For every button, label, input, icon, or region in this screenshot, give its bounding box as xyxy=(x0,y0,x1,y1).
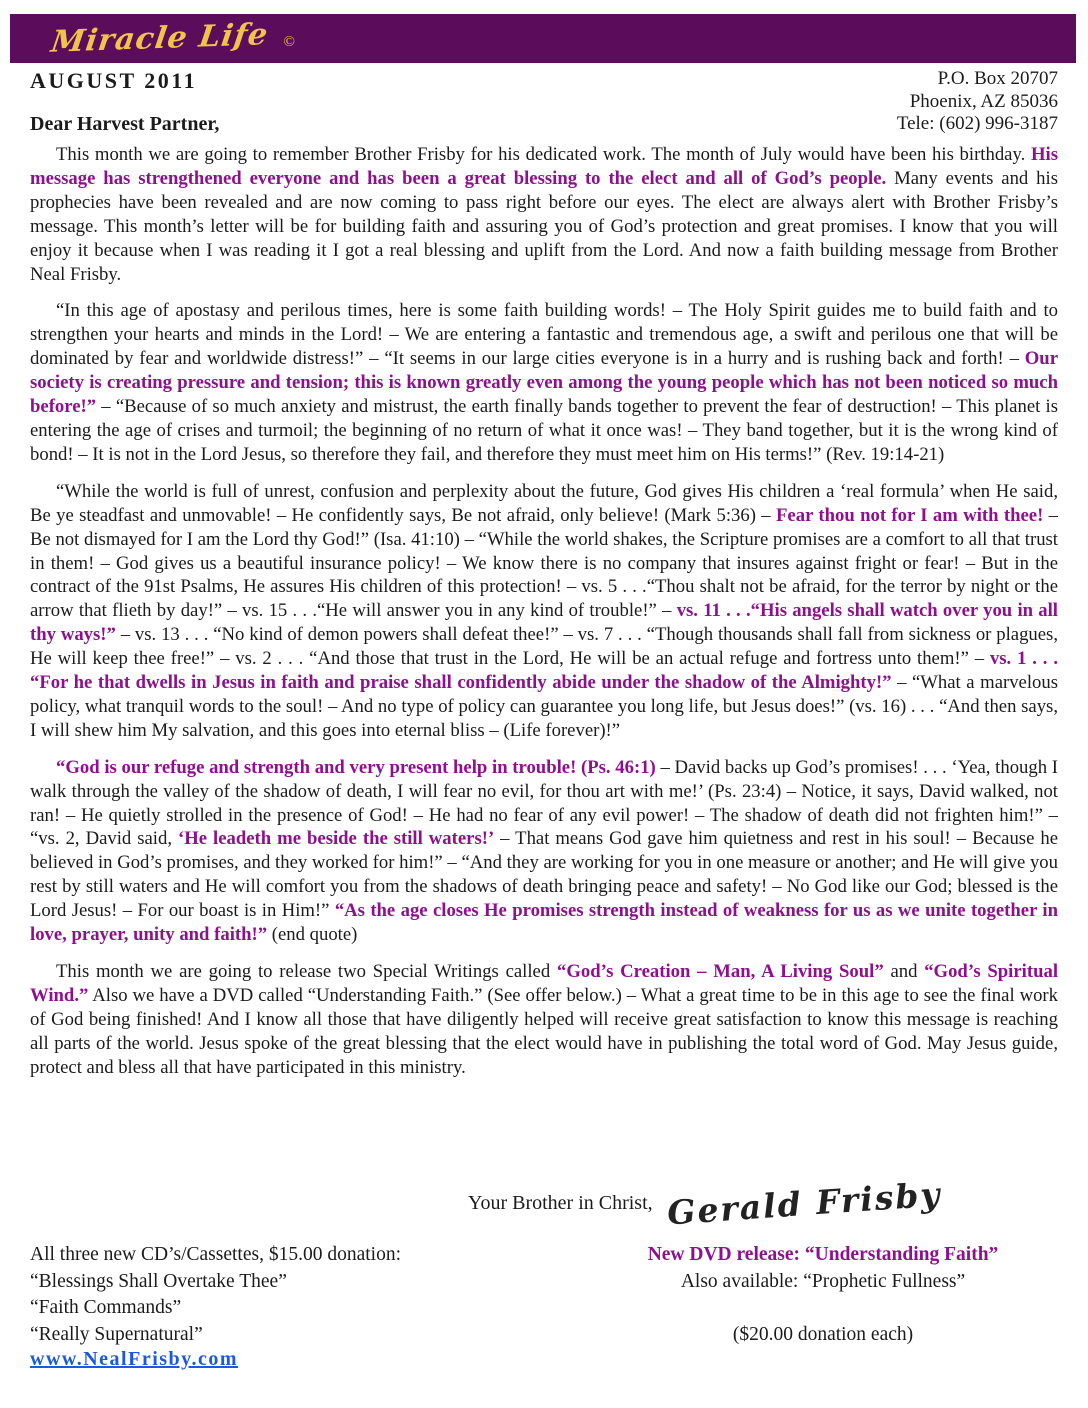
cd-offers-column xyxy=(30,1242,588,1348)
highlighted-text: vs. 1 . . . “For he that dwells in Jesus in faith and praise shall confidently abide under the shadow of the Almighty!” xyxy=(30,648,1058,694)
paragraph xyxy=(30,756,1058,947)
highlighted-text: Fear thou not for I am with thee! xyxy=(776,504,1044,526)
body-text: Also we have a DVD called “Understanding Faith.” (See offer below.) – What a great time to be in this age to see the final work of God being finished! And I know all those that have diligently helped will receive great satisfaction to know this message is reaching all parts of the world. Jesus spoke of the great blessing that the elect would have in publishing the total word of God. May Jesus guide, protect and bless all that have participated in this ministry. xyxy=(30,984,1058,1078)
signature-script: Gerald Frisby xyxy=(665,1174,943,1233)
address-line-phone: Tele: (602) 996-3187 xyxy=(896,113,1058,134)
highlighted-text: “God’s Creation – Man, A Living Soul” xyxy=(556,961,884,982)
body-text: – “What a marvelous policy, what tranquil words to the soul! – And no type of policy can guarantee you long life, but Jesus does!” (vs. 16) . . . “And then says, I will shew him My salvation, and this goes into eternal bliss – (Life forever)!” xyxy=(30,672,1058,741)
paragraph xyxy=(30,143,1058,286)
address-block xyxy=(897,68,1058,136)
masthead-banner xyxy=(10,14,1076,63)
highlighted-text: ‘He leadeth me beside the still waters!’ xyxy=(178,828,495,850)
cd-offer-item: “Faith Commands” xyxy=(30,1297,182,1318)
paragraph xyxy=(30,480,1058,743)
highlighted-text: “As the age closes He promises strength instead of weakness for us as we unite together in love, prayer, unity and faith!” xyxy=(30,900,1058,946)
body-text: – David backs up God’s promises! . . . ‘Yea, though I walk through the valley of the shadow of death, I will fear no evil, for thou art with me!’ (Ps. 23:4) – Notice, it says, David walked, not ran! – He quietly strolled in the presence of God! – He had no fear of any evil power! – The shadow of death did not frighten him!” – “vs. 2, David said, xyxy=(30,756,1058,850)
dvd-offers-column xyxy=(588,1242,1058,1348)
cd-offer-item: “Blessings Shall Overtake Thee” xyxy=(30,1270,287,1292)
dvd-offer-item xyxy=(588,1295,1058,1322)
website-link[interactable]: www.NealFrisby.com xyxy=(30,1348,239,1370)
body-text: – Be not dismayed for I am the Lord thy God!” (Isa. 41:10) – “While the world shakes, the Scripture promises are a comfort to all that trust in them! – God gives us a beautiful insurance policy! – We know there is no company that insures against fright or fear! – But in the contract of the 91st Psalms, He assures His children of this protection! – vs. 5 . . .“Thou shalt not be afraid, for the terror by night or the arrow that flieth by day!” – vs. 15 . . .“He will answer you in any kind of trouble!” – xyxy=(30,504,1058,622)
body-text: Many events and his prophecies have been revealed and are now coming to pass right before our eyes. The elect are always alert with Brother Frisby’s message. This month’s letter will be for building faith and assuring you of God’s protection and great promises. I know that you will enjoy it because when I was reading it I got a real blessing and uplift from the Lord. And now a faith building message from Brother Neal Frisby. xyxy=(30,167,1058,285)
body-text: – That means God gave him quietness and rest in his soul! – Because he believed in God’s promises, and they worked for him!” – “And they are working for you in one measure or another; and He will give you rest by still waters and He will comfort you from the shadows of death bringing peace and safety! – No God like our God; blessed is the Lord Jesus! – For our boast is in Him!” xyxy=(30,828,1058,922)
footer xyxy=(30,1348,238,1371)
closing-row xyxy=(468,1174,943,1233)
body-text: and xyxy=(883,961,925,982)
issue-date: AUGUST 2011 xyxy=(30,68,198,93)
cd-offer-item: All three new CD’s/Cassettes, $15.00 donation: xyxy=(30,1244,401,1265)
address-line-city: Phoenix, AZ 85036 xyxy=(909,90,1058,112)
copyright-symbol: © xyxy=(283,34,295,50)
paragraph xyxy=(30,299,1058,466)
highlighted-text: His message has strengthened everyone and has been a great blessing to the elect and all of God’s people. xyxy=(30,144,1058,189)
cd-offer-item: “Really Supernatural” xyxy=(30,1323,203,1345)
body-text: This month we are going to remember Brother Frisby for his dedicated work. The month of July would have been his birthday. xyxy=(56,144,1031,165)
salutation: Dear Harvest Partner, xyxy=(30,113,220,135)
body-text: – “Because of so much anxiety and mistrust, the earth finally bands together to prevent the fear of destruction! – This planet is entering the age of crises and turmoil; the beginning of no return of what it once was! – They band together, but it is the wrong kind of bond! – It is not in the Lord Jesus, so therefore they fail, and therefore they must meet him on His terms!” (Rev. 19:14-21) xyxy=(30,396,1058,465)
highlighted-text: vs. 11 . . .“His angels shall watch over you in all thy ways!” xyxy=(30,600,1058,646)
offers-section xyxy=(30,1242,1058,1348)
body-text: (end quote) xyxy=(267,924,358,946)
highlighted-text: “God is our refuge and strength and very present help in trouble! (Ps. 46:1) xyxy=(56,756,656,778)
brand-logo: Miracle Life xyxy=(48,17,271,60)
body-text: “While the world is full of unrest, confusion and perplexity about the future, God gives His children a ‘real formula’ when He said, Be ye steadfast and unmovable! – He confidently says, Be not afraid, only believe! (Mark 5:36) – xyxy=(30,480,1058,526)
body-text: – vs. 13 . . . “No kind of demon powers shall defeat thee!” – vs. 7 . . . “Though thousands shall fall from sickness or plagues, He will keep thee free!” – vs. 2 . . . “And those that trust in the Lord, He will be an actual refuge and fortress unto them!” – xyxy=(30,624,1058,670)
highlighted-text: Our society is creating pressure and tension; this is known greatly even among the young people which has not been noticed so much before!” xyxy=(30,348,1058,418)
dvd-offer-item: ($20.00 donation each) xyxy=(732,1323,914,1345)
letter-body xyxy=(30,143,1058,1241)
dvd-offer-item: New DVD release: “Understanding Faith” xyxy=(647,1244,999,1265)
closing-label: Your Brother in Christ, xyxy=(468,1192,653,1214)
paragraph xyxy=(30,960,1058,1080)
dvd-offer-item: Also available: “Prophetic Fullness” xyxy=(680,1270,966,1292)
body-text: This month we are going to release two Special Writings called xyxy=(56,961,557,982)
address-line-po-box: P.O. Box 20707 xyxy=(937,68,1058,89)
highlighted-text: “God’s Spiritual Wind.” xyxy=(30,961,1058,1006)
body-text: “In this age of apostasy and perilous times, here is some faith building words! – The Holy Spirit guides me to build faith and to strengthen your hearts and minds in the Lord! – We are entering a fantastic and tremendous age, a swift and perilous one that will be dominated by fear and worldwide distress!” – “It seems in our large cities everyone is in a hurry and is rushing back and forth! – xyxy=(30,300,1058,370)
